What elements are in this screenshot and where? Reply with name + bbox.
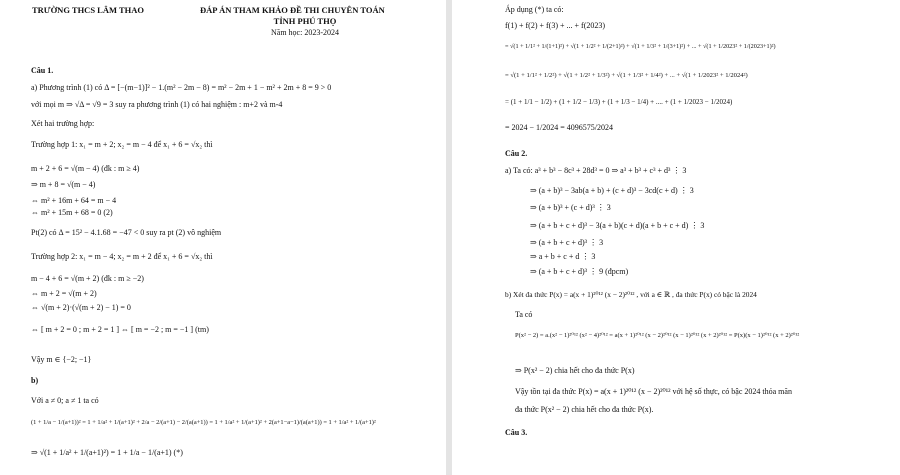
left-line: ⇔ m² + 16m + 64 = m − 4 [31,196,117,205]
left-line: (1 + 1/a − 1/(a+1))² = 1 + 1/a² + 1/(a+1)² + 2/a − 2/(a+1) − 2/(a(a+1)) = 1 + 1/a² + 1/(a+1)² + 2(a+1−a−1)/(a(a+1)) = 1 + 1/a² + 1/(a+1)² [31,419,376,426]
right-line: ⇒ (a + b)³ − 3ab(a + b) + (c + d)³ − 3cd(c + d) ⋮ 3 [530,186,694,195]
left-line: Vậy m ∈ {−2; −1} [31,355,92,364]
right-page [452,0,900,475]
left-line: với mọi m ⇒ √Δ = √9 = 3 suy ra phương trình (1) có hai nghiệm : m+2 và m-4 [31,100,283,109]
left-line: ⇒ √(1 + 1/a² + 1/(a+1)²) = 1 + 1/a − 1/(a+1) (*) [31,448,183,457]
question-2-heading: Câu 2. [505,149,528,158]
right-line: ⇒ (a + b + c + d)³ − 3(a + b)(c + d)(a + b + c + d) ⋮ 3 [530,221,705,230]
left-line: Trường hợp 1: x₁ = m + 2; x₂ = m − 4 để x₁ + 6 = √x₂ thì [31,140,213,149]
left-page [0,0,446,475]
right-line: f(1) + f(2) + f(3) + ... + f(2023) [505,21,606,30]
left-line: Với a ≠ 0; a ≠ 1 ta có [31,396,99,405]
right-line: Vậy tồn tại đa thức P(x) = a(x + 1)²⁰¹² (x − 2)²⁰¹² với hệ số thực, có bậc 2024 thỏa mãn [515,387,792,396]
question-1-heading: Câu 1. [31,66,54,75]
right-line: P(x² − 2) = a.(x² − 1)²⁰¹² (x² − 4)²⁰¹² = a(x + 1)²⁰¹² (x − 2)²⁰¹² (x − 1)²⁰¹² (x + 2)²⁰¹² = P(x)(x − 1)²⁰¹² (x + 2)²⁰¹² [515,332,800,339]
right-line: = √(1 + 1/1² + 1/(1+1)²) + √(1 + 1/2² + 1/(2+1)²) + √(1 + 1/3² + 1/(3+1)²) + ... + √(1 + 1/2023² + 1/(2023+1)²) [505,43,776,50]
left-line: m − 4 + 6 = √(m + 2) (đk : m ≥ −2) [31,274,144,283]
right-line: ⇒ P(x² − 2) chia hết cho đa thức P(x) [515,366,635,375]
province-title: TỈNH PHÚ THỌ [273,16,337,26]
right-line: ⇒ a + b + c + d ⋮ 3 [530,252,596,261]
document-title: ĐÁP ÁN THAM KHẢO ĐỀ THI CHUYÊN TOÁN [200,5,385,15]
right-line: = 2024 − 1/2024 = 4096575/2024 [505,123,613,132]
right-line: a) Ta có: a³ + b³ − 8c³ + 28d³ = 0 ⇒ a³ + b³ + c³ + d³ ⋮ 3 [505,166,687,175]
right-line: ⇒ (a + b + c + d)³ ⋮ 3 [530,238,604,247]
right-line: = (1 + 1/1 − 1/2) + (1 + 1/2 − 1/3) + (1 + 1/3 − 1/4) + .... + (1 + 1/2023 − 1/2024) [505,98,733,106]
left-line: ⇒ m + 8 = √(m − 4) [31,180,96,189]
school-year: Năm học: 2023-2024 [271,28,339,37]
left-line: m + 2 + 6 = √(m − 4) (đk : m ≥ 4) [31,164,140,173]
right-line: b) Xét đa thức P(x) = a(x + 1)²⁰¹² (x − 2)²⁰¹² , với a ∈ ℝ , đa thức P(x) có bậc là 2024 [505,290,757,299]
left-line: ⇔ m² + 15m + 68 = 0 (2) [31,208,113,217]
right-line: ⇒ (a + b + c + d)³ ⋮ 9 (đpcm) [530,267,629,276]
right-line: Áp dụng (*) ta có: [505,5,564,14]
right-line: đa thức P(x² − 2) chia hết cho đa thức P(x). [515,405,654,414]
left-line: ⇔ [ m + 2 = 0 ; m + 2 = 1 ] ⇔ [ m = −2 ; m = −1 ] (tm) [31,325,209,334]
right-line: ⇒ (a + b)³ + (c + d)³ ⋮ 3 [530,203,611,212]
left-line: ⇔ m + 2 = √(m + 2) [31,289,97,298]
left-line: Pt(2) có Δ = 15² − 4.1.68 = −47 < 0 suy ra pt (2) vô nghiệm [31,228,222,237]
right-line: = √(1 + 1/1² + 1/2²) + √(1 + 1/2² + 1/3²) + √(1 + 1/3² + 1/4²) + ... + √(1 + 1/2023² + 1/2024²) [505,72,748,79]
left-line: Trường hợp 2: x₁ = m − 4; x₂ = m + 2 để x₁ + 6 = √x₂ thì [31,252,213,261]
left-line: Xét hai trường hợp: [31,119,95,128]
left-line: a) Phương trình (1) có Δ = [−(m−1)]² − 1.(m² − 2m − 8) = m² − 2m + 1 − m² + 2m + 8 = 9 > 0 [31,83,332,92]
right-line: Ta có [515,310,533,319]
part-b-heading: b) [31,376,39,385]
left-line: ⇔ √(m + 2)·(√(m + 2) − 1) = 0 [31,303,131,312]
question-3-heading: Câu 3. [505,428,528,437]
school-name: TRƯỜNG THCS LÂM THAO [32,5,145,15]
